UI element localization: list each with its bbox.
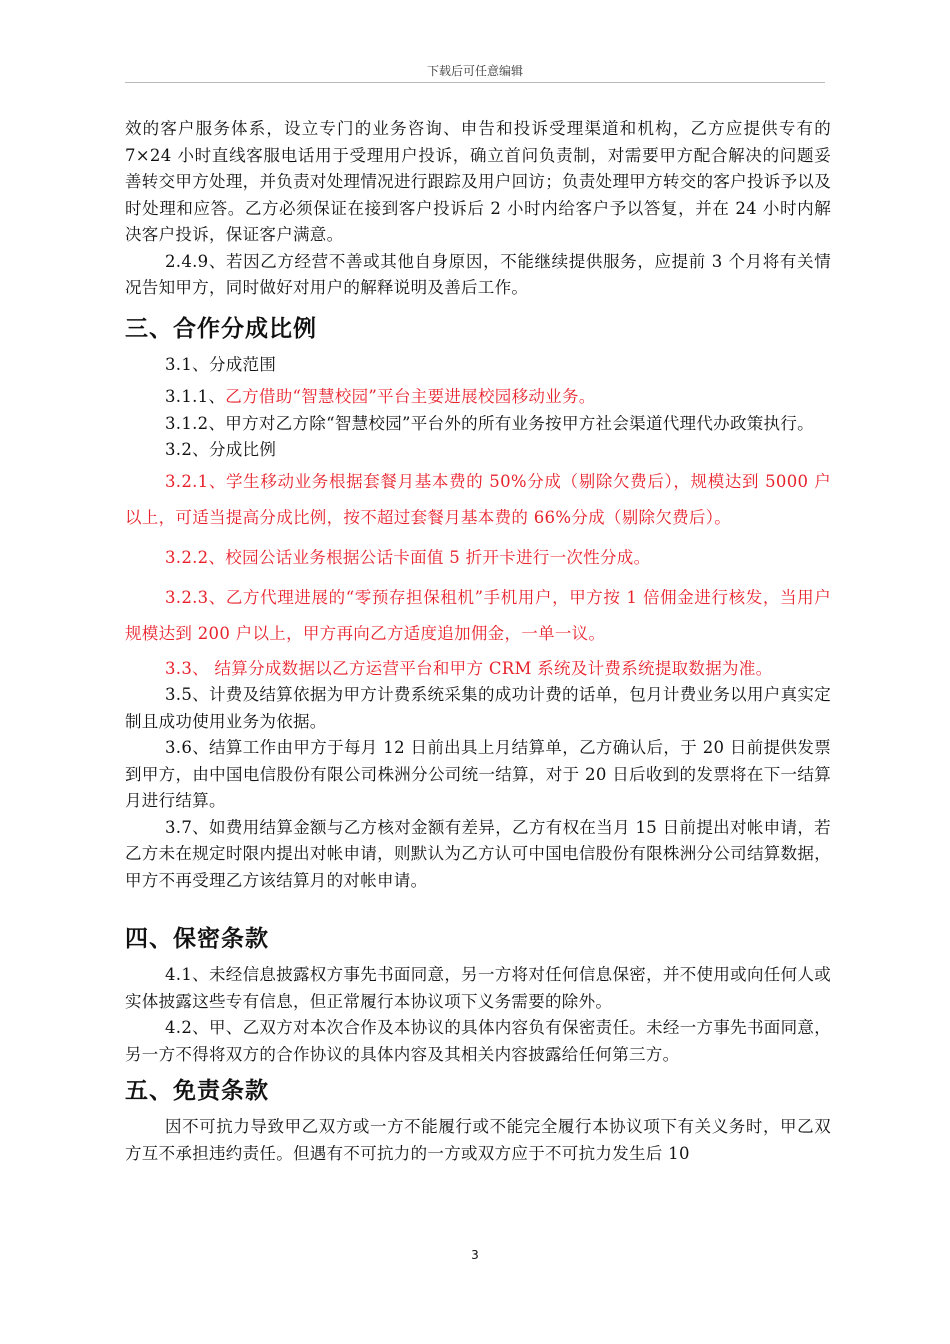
clause-3-1-2: 3.1.2、甲方对乙方除“智慧校园”平台外的所有业务按甲方社会渠道代理代办政策执行。 bbox=[165, 413, 814, 433]
section-heading-5: 五、免责条款 bbox=[125, 1078, 269, 1104]
clause-3-2-2: 3.2.2、校园公话业务根据公话卡面值 5 折开卡进行一次性分成。 bbox=[165, 547, 651, 567]
clause-3-3: 3.3、 结算分成数据以乙方运营平台和甲方 CRM 系统及计费系统提取数据为准。 bbox=[165, 658, 773, 678]
clause-3-2-3: 3.2.3、乙方代理进展的“零预存担保租机”手机用户，甲方按 1 倍佣金进行核发，当用户规模达到 200 户以上，甲方再向乙方适度追加佣金，一单一议。 bbox=[125, 587, 831, 643]
header-divider bbox=[125, 82, 825, 83]
clause-3-5: 3.5、计费及结算依据为甲方计费系统采集的成功计费的话单，包月计费业务以用户真实定制且成功使用业务为依据。 bbox=[125, 685, 831, 731]
section-heading-3: 三、合作分成比例 bbox=[125, 315, 317, 342]
clause-2-4-9: 2.4.9、若因乙方经营不善或其他自身原因，不能继续提供服务，应提前 3 个月将有关情况告知甲方，同时做好对用户的解释说明及善后工作。 bbox=[125, 251, 831, 297]
clause-3-7: 3.7、如费用结算金额与乙方核对金额有差异，乙方有权在当月 15 日前提出对帐申请，若乙方未在规定时限内提出对帐申请，则默认为乙方认可中国电信股份有限株洲分公司结算数据，甲方不再受理乙方该结算月的对帐申请。 bbox=[125, 817, 831, 890]
page-number: 3 bbox=[471, 1248, 479, 1262]
paragraph-customer-service: 效的客户服务体系，设立专门的业务咨询、申告和投诉受理渠道和机构，乙方应提供专有的 7×24 小时直线客服电话用于受理用户投诉，确立首问负责制，对需要甲方配合解决的问题妥善转交甲方处理，并负责对处理情况进行跟踪及用户回访；负责处理甲方转交的客户投诉予以及时处理和应答。乙方必须保证在接到客户投诉后 2 小时内给客户予以答复，并在 24 小时内解决客户投诉，保证客户满意。 bbox=[125, 119, 831, 244]
clause-3-2: 3.2、分成比例 bbox=[165, 440, 277, 459]
clause-3-2-1: 3.2.1、学生移动业务根据套餐月基本费的 50%分成（剔除欠费后），规模达到 5000 户以上，可适当提高分成比例，按不超过套餐月基本费的 66%分成（剔除欠费后）。 bbox=[125, 471, 831, 527]
clause-3-1-1-text: 乙方借助“智慧校园”平台主要进展校园移动业务。 bbox=[225, 387, 596, 406]
page-header: 下载后可任意编辑 bbox=[426, 64, 523, 78]
clause-5: 因不可抗力导致甲乙双方或一方不能履行或不能完全履行本协议项下有关义务时，甲乙双方互不承担违约责任。但遇有不可抗力的一方或双方应于不可抗力发生后 10 bbox=[125, 1117, 831, 1163]
clause-4-2: 4.2、甲、乙双方对本次合作及本协议的具体内容负有保密责任。未经一方事先书面同意，另一方不得将双方的合作协议的具体内容及其相关内容披露给任何第三方。 bbox=[125, 1018, 831, 1064]
document-body bbox=[125, 116, 831, 1167]
clause-3-1-1-number: 3.1.1、 bbox=[165, 387, 226, 406]
section-heading-4: 四、保密条款 bbox=[125, 926, 269, 952]
clause-4-1: 4.1、未经信息披露权方事先书面同意，另一方将对任何信息保密，并不使用或向任何人或实体披露这些专有信息，但正常履行本协议项下义务需要的除外。 bbox=[125, 965, 831, 1011]
clause-3-1-1 bbox=[125, 384, 831, 411]
clause-3-1: 3.1、分成范围 bbox=[165, 354, 277, 374]
clause-3-6: 3.6、结算工作由甲方于每月 12 日前出具上月结算单，乙方确认后，于 20 日前提供发票到甲方，由中国电信股份有限公司株洲分公司统一结算，对于 20 日后收到的发票将在下一结算月进行结算。 bbox=[125, 738, 831, 810]
